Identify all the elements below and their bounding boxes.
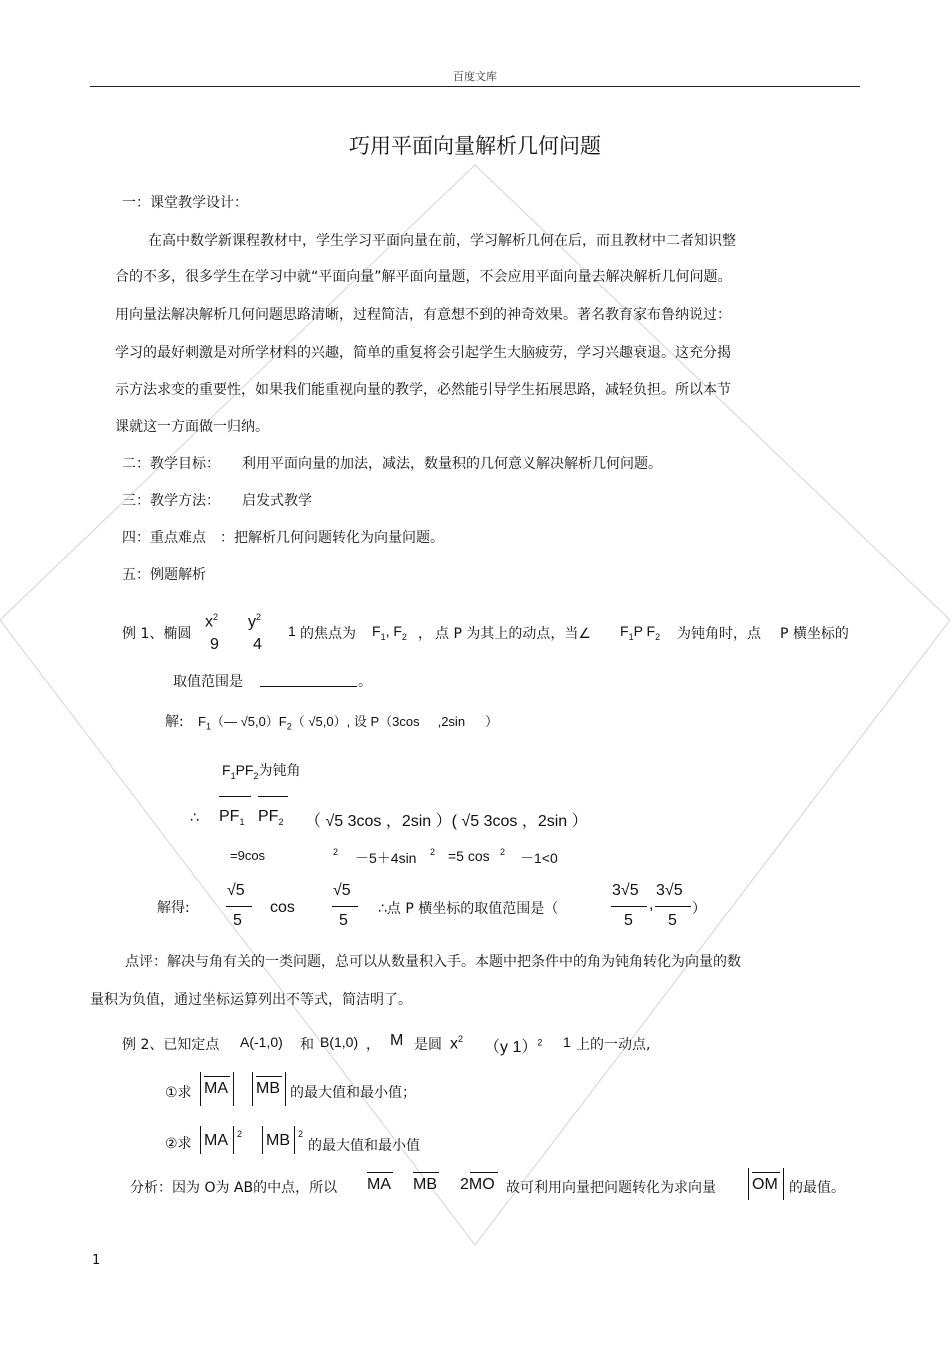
range-comma: , xyxy=(649,896,654,913)
comma-text: ， xyxy=(366,1037,380,1053)
ellipse-x2: $x^2$ xyxy=(205,612,219,631)
vec-bar xyxy=(470,1172,498,1173)
comment-line-1: 点评：解决与角有关的一类问题，总可以从数量积入手。本题中把条件中的角为钝角转化为向量的数 xyxy=(125,954,741,970)
vector-pf2: $PF_2$ xyxy=(258,808,284,828)
exponent-2: 2 xyxy=(237,1129,243,1139)
frac-den-1: 5 xyxy=(233,912,242,929)
question-2-text: 的最大值和最小值 xyxy=(308,1138,420,1154)
circle-text: 是圆 xyxy=(414,1037,442,1053)
range-question: 取值范围是 xyxy=(173,674,243,690)
question-1-text: 的最大值和最小值； xyxy=(290,1085,416,1101)
exponent-2: 2 xyxy=(298,1129,304,1139)
therefore-symbol: ∴ xyxy=(190,810,199,826)
vec-bar xyxy=(367,1172,393,1173)
solve-label: 解得: xyxy=(157,900,190,916)
header-rule xyxy=(90,86,860,87)
section-2-text: 利用平面向量的加法，减法，数量积的几何意义解决解析几何问题。 xyxy=(242,456,662,472)
range-line-2 xyxy=(655,906,691,907)
moving-point-text: 点 P 为其上的动点，当∠ xyxy=(435,626,591,642)
section-1-heading: 一：课堂教学设计： xyxy=(122,195,248,211)
solution-label: 解: xyxy=(165,714,184,730)
cos-text: cos xyxy=(270,899,295,916)
range-num-2: 3√5 xyxy=(656,882,683,899)
circle-one: 1 xyxy=(563,1034,571,1050)
example-2-prefix: 例 2、已知定点 xyxy=(122,1037,220,1053)
expansion-3: =5 cos xyxy=(448,848,490,864)
expansion-exp-3: 2 xyxy=(500,847,506,857)
expansion-1: =9cos xyxy=(230,848,266,863)
point-b: B(1,0) xyxy=(320,1034,359,1050)
range-close: ） xyxy=(692,901,706,917)
vector-pf1: $PF_1$ xyxy=(219,808,245,828)
p-x-text: P 横坐标的 xyxy=(780,626,849,642)
section-4-label: 四：重点难点 xyxy=(122,530,206,546)
analysis-text: 分析：因为 O为 AB的中点，所以 xyxy=(130,1180,338,1196)
answer-blank xyxy=(260,686,357,687)
expansion-4: －1<0 xyxy=(520,850,558,866)
vector-ma-2: MA xyxy=(204,1132,228,1149)
intro-line-4: 学习的最好刺激是对所学材料的兴趣，简单的重复将会引起学生大脑疲劳，学习兴趣衰退。这充分揭 xyxy=(115,345,731,361)
intro-line-5: 示方法求变的重要性，如果我们能重视向量的教学，必然能引导学生拓展思路，减轻负担。所以本节 xyxy=(115,382,731,398)
example-1-prefix: 例 1、椭圆 xyxy=(122,626,192,642)
foci-comma: ， xyxy=(418,626,432,642)
point-m: M xyxy=(390,1032,404,1049)
section-2-label: 二：教学目标： xyxy=(122,456,220,472)
ellipse-den-4: 4 xyxy=(253,636,262,653)
foci-f1: $F_1$, $F_2$ xyxy=(372,623,407,642)
page-number: 1 xyxy=(92,1253,101,1268)
section-3-label: 三：教学方法： xyxy=(122,493,220,509)
frac-line-2 xyxy=(332,906,358,907)
intro-line-2: 合的不多，很多学生在学习中就“平面向量”解平面向量题，不会应用平面向量去解决解析几何问题。 xyxy=(115,269,732,285)
abs-bar xyxy=(252,1072,253,1106)
section-3-text: 启发式教学 xyxy=(242,493,312,509)
circle-x: $x^2$ xyxy=(450,1034,464,1053)
intro-line-3: 用向量法解决解析几何问题思路清晰，过程简洁，有意想不到的神奇效果。著名教育家布鲁纳说过： xyxy=(115,307,731,323)
vec-bar xyxy=(204,1076,230,1077)
abs-bar xyxy=(294,1126,295,1154)
foci-text: 的焦点为 xyxy=(300,626,356,642)
page-title: 巧用平面向量解析几何问题 xyxy=(349,134,601,158)
abs-bar xyxy=(200,1126,201,1154)
vec-bar xyxy=(752,1172,780,1173)
intro-line-1: 在高中数学新课程教材中，学生学习平面向量在前，学习解析几何在后，而且教材中二者知识整 xyxy=(148,233,736,249)
vector-arrow-pf1 xyxy=(219,796,251,797)
analysis-om: OM xyxy=(752,1176,778,1193)
abs-bar xyxy=(233,1072,234,1106)
circle-y: （y 1）$^2$ xyxy=(484,1037,543,1056)
therefore-range: ∴点 P 横坐标的取值范围是（ xyxy=(378,901,559,917)
analysis-ma: MA xyxy=(367,1176,391,1193)
range-period: 。 xyxy=(358,674,372,690)
intro-line-6: 课就这一方面做一归纳。 xyxy=(115,419,269,435)
abs-bar xyxy=(262,1126,263,1154)
angle-label: $F_1P$ $F_2$ xyxy=(620,623,661,642)
vec-bar xyxy=(256,1076,282,1077)
section-4-text: ：把解析几何问题转化为向量问题。 xyxy=(220,530,444,546)
comment-line-2: 量积为负值，通过坐标运算列出不等式，简洁明了。 xyxy=(90,992,412,1008)
range-line-1 xyxy=(611,906,647,907)
frac-den-2: 5 xyxy=(339,912,348,929)
expansion-exp-2: 2 xyxy=(430,847,436,857)
obtuse-angle-statement: $F_1PF_2$为钝角 xyxy=(222,762,301,781)
ellipse-den-9: 9 xyxy=(210,636,219,653)
frac-sqrt5-num-1: √5 xyxy=(227,882,245,899)
ellipse-one: 1 xyxy=(288,623,296,639)
abs-bar xyxy=(285,1072,286,1106)
expansion-2: －5＋4sin xyxy=(355,850,417,866)
analysis-2mo: 2MO xyxy=(460,1176,495,1193)
header-source: 百度文库 xyxy=(453,70,497,83)
analysis-mb: MB xyxy=(413,1176,437,1193)
frac-sqrt5-num-2: √5 xyxy=(333,882,351,899)
solution-foci: $F_1(—$ $√5,0)F_2$（ √5,0）, 设 P（3cos ,2sin ） xyxy=(198,714,499,732)
abs-bar xyxy=(233,1126,234,1154)
abs-bar xyxy=(200,1072,201,1106)
analysis-text-2: 故可利用向量把问题转化为求向量 xyxy=(506,1180,716,1196)
ellipse-y2: $y^2$ xyxy=(248,612,262,631)
moving-text: 上的一动点, xyxy=(576,1037,651,1053)
question-2-label: ②求 xyxy=(165,1136,192,1152)
expansion-exp-1: 2 xyxy=(333,847,339,857)
question-1-label: ①求 xyxy=(165,1085,192,1101)
abs-bar xyxy=(748,1168,749,1200)
point-a: A(-1,0) xyxy=(240,1034,283,1050)
frac-line-1 xyxy=(226,906,252,907)
and-text: 和 xyxy=(300,1037,314,1053)
range-den-2: 5 xyxy=(668,912,677,929)
analysis-text-3: 的最值。 xyxy=(789,1180,845,1196)
vector-arrow-pf2 xyxy=(258,796,288,797)
section-5-heading: 五：例题解析 xyxy=(122,567,206,583)
vec-bar xyxy=(413,1172,439,1173)
range-den-1: 5 xyxy=(624,912,633,929)
vector-mb-2: MB xyxy=(266,1132,290,1149)
obtuse-text: 为钝角时，点 xyxy=(677,626,761,642)
range-num-1: 3√5 xyxy=(612,882,639,899)
dot-product-expression: （ √5 3cos ，2sin ）( √5 3cos ，2sin ） xyxy=(305,813,588,830)
vector-ma: MA xyxy=(204,1080,228,1097)
abs-bar xyxy=(783,1168,784,1200)
vector-mb: MB xyxy=(256,1080,280,1097)
